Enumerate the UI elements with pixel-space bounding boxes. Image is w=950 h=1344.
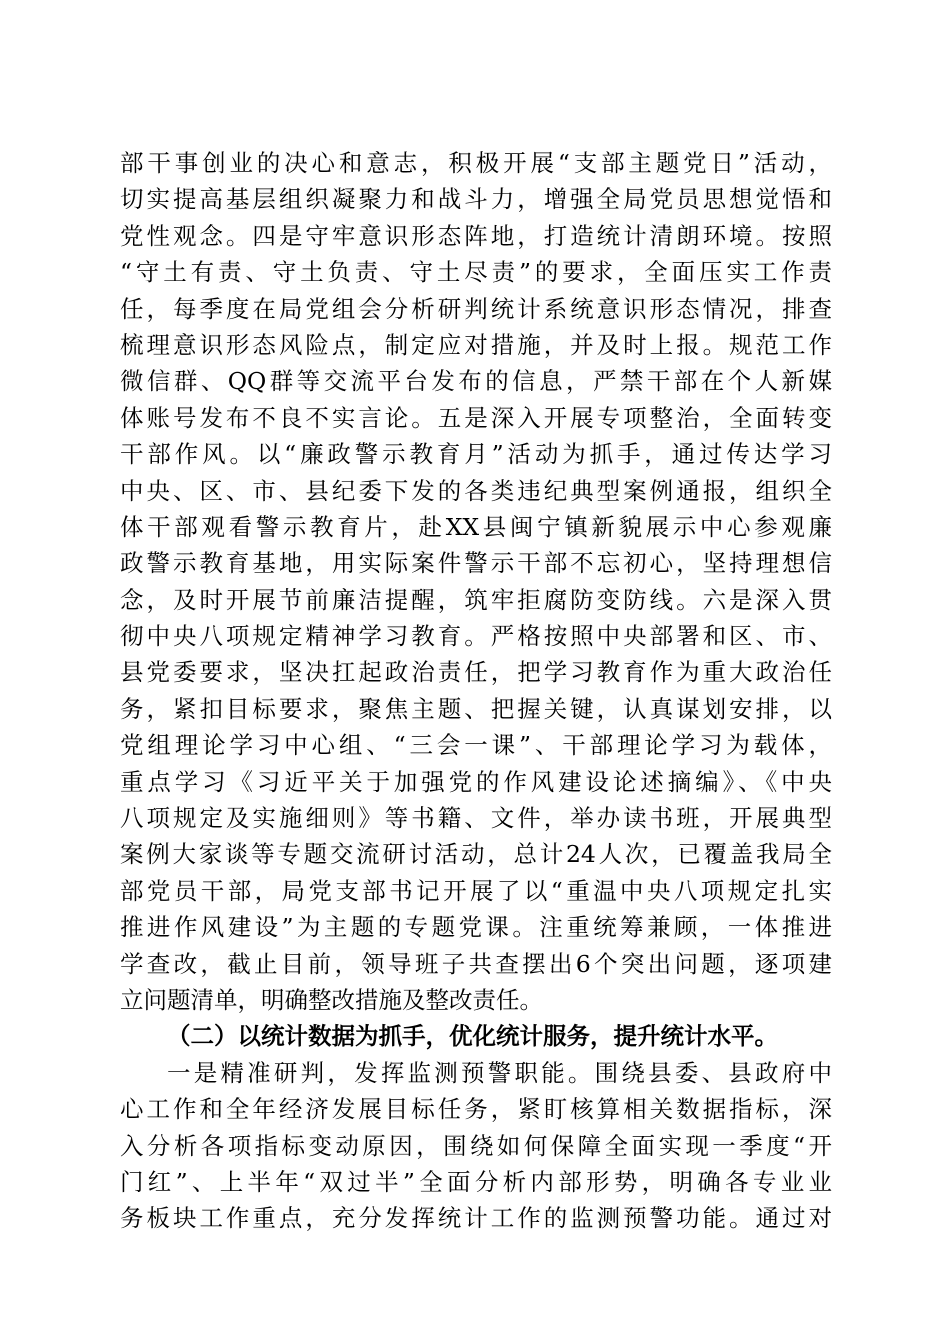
text-line: 学查改，截止目前，领导班子共查摆出6个突出问题，逐项建	[120, 949, 832, 978]
text-line: 微信群、QQ群等交流平台发布的信息，严禁干部在个人新媒	[120, 367, 832, 396]
text-line: 案例大家谈等专题交流研讨活动，总计24人次，已覆盖我局全	[120, 840, 832, 869]
text-line: 门红”、上半年“双过半”全面分析内部形势，明确各专业业	[120, 1167, 832, 1196]
text-line: 体账号发布不良不实言论。五是深入开展专项整治，全面转变	[120, 403, 832, 432]
text-line: 念，及时开展节前廉洁提醒，筑牢拒腐防变防线。六是深入贯	[120, 585, 832, 614]
text-line: 一是精准研判，发挥监测预警职能。围绕县委、县政府中	[167, 1058, 832, 1087]
text-line: “守土有责、守土负责、守土尽责”的要求，全面压实工作责	[120, 258, 832, 287]
text-line: 县党委要求，坚决扛起政治责任，把学习教育作为重大政治任	[120, 658, 832, 687]
text-line: 切实提高基层组织凝聚力和战斗力，增强全局党员思想觉悟和	[120, 185, 832, 214]
text-line: 任，每季度在局党组会分析研判统计系统意识形态情况，排查	[120, 294, 832, 323]
body-text	[120, 145, 832, 1237]
text-line: 体干部观看警示教育片，赴XX县闽宁镇新貌展示中心参观廉	[120, 512, 832, 541]
text-line: 部干事创业的决心和意志，积极开展“支部主题党日”活动，	[120, 149, 832, 177]
text-line: 党性观念。四是守牢意识形态阵地，打造统计清朗环境。按照	[120, 221, 832, 250]
text-line: 梳理意识形态风险点，制定应对措施，并及时上报。规范工作	[120, 330, 832, 359]
text-line: 立问题清单，明确整改措施及整改责任。	[120, 985, 543, 1014]
text-line: 八项规定及实施细则》等书籍、文件，举办读书班，开展典型	[120, 804, 832, 833]
text-line: 心工作和全年经济发展目标任务，紧盯核算相关数据指标，深	[120, 1095, 832, 1124]
text-line: 部党员干部，局党支部书记开展了以“重温中央八项规定扎实	[120, 876, 832, 905]
text-line: 干部作风。以“廉政警示教育月”活动为抓手，通过传达学习	[120, 440, 832, 469]
text-line: 彻中央八项规定精神学习教育。严格按照中央部署和区、市、	[120, 622, 832, 651]
section-heading: （二）以统计数据为抓手，优化统计服务，提升统计水平。	[167, 1022, 778, 1051]
text-line: 中央、区、市、县纪委下发的各类违纪典型案例通报，组织全	[120, 476, 832, 505]
text-line: 推进作风建设”为主题的专题党课。注重统筹兼顾，一体推进	[120, 913, 832, 942]
text-line: 政警示教育基地，用实际案件警示干部不忘初心，坚持理想信	[120, 549, 832, 578]
text-line: 务板块工作重点，充分发挥统计工作的监测预警功能。通过对	[120, 1204, 832, 1233]
text-line: 务，紧扣目标要求，聚焦主题、把握关键，认真谋划安排，以	[120, 694, 832, 723]
text-line: 重点学习《习近平关于加强党的作风建设论述摘编》、《中央	[120, 767, 832, 796]
text-line: 入分析各项指标变动原因，围绕如何保障全面实现一季度“开	[120, 1131, 832, 1160]
text-line: 党组理论学习中心组、“三会一课”、干部理论学习为载体，	[120, 731, 832, 760]
